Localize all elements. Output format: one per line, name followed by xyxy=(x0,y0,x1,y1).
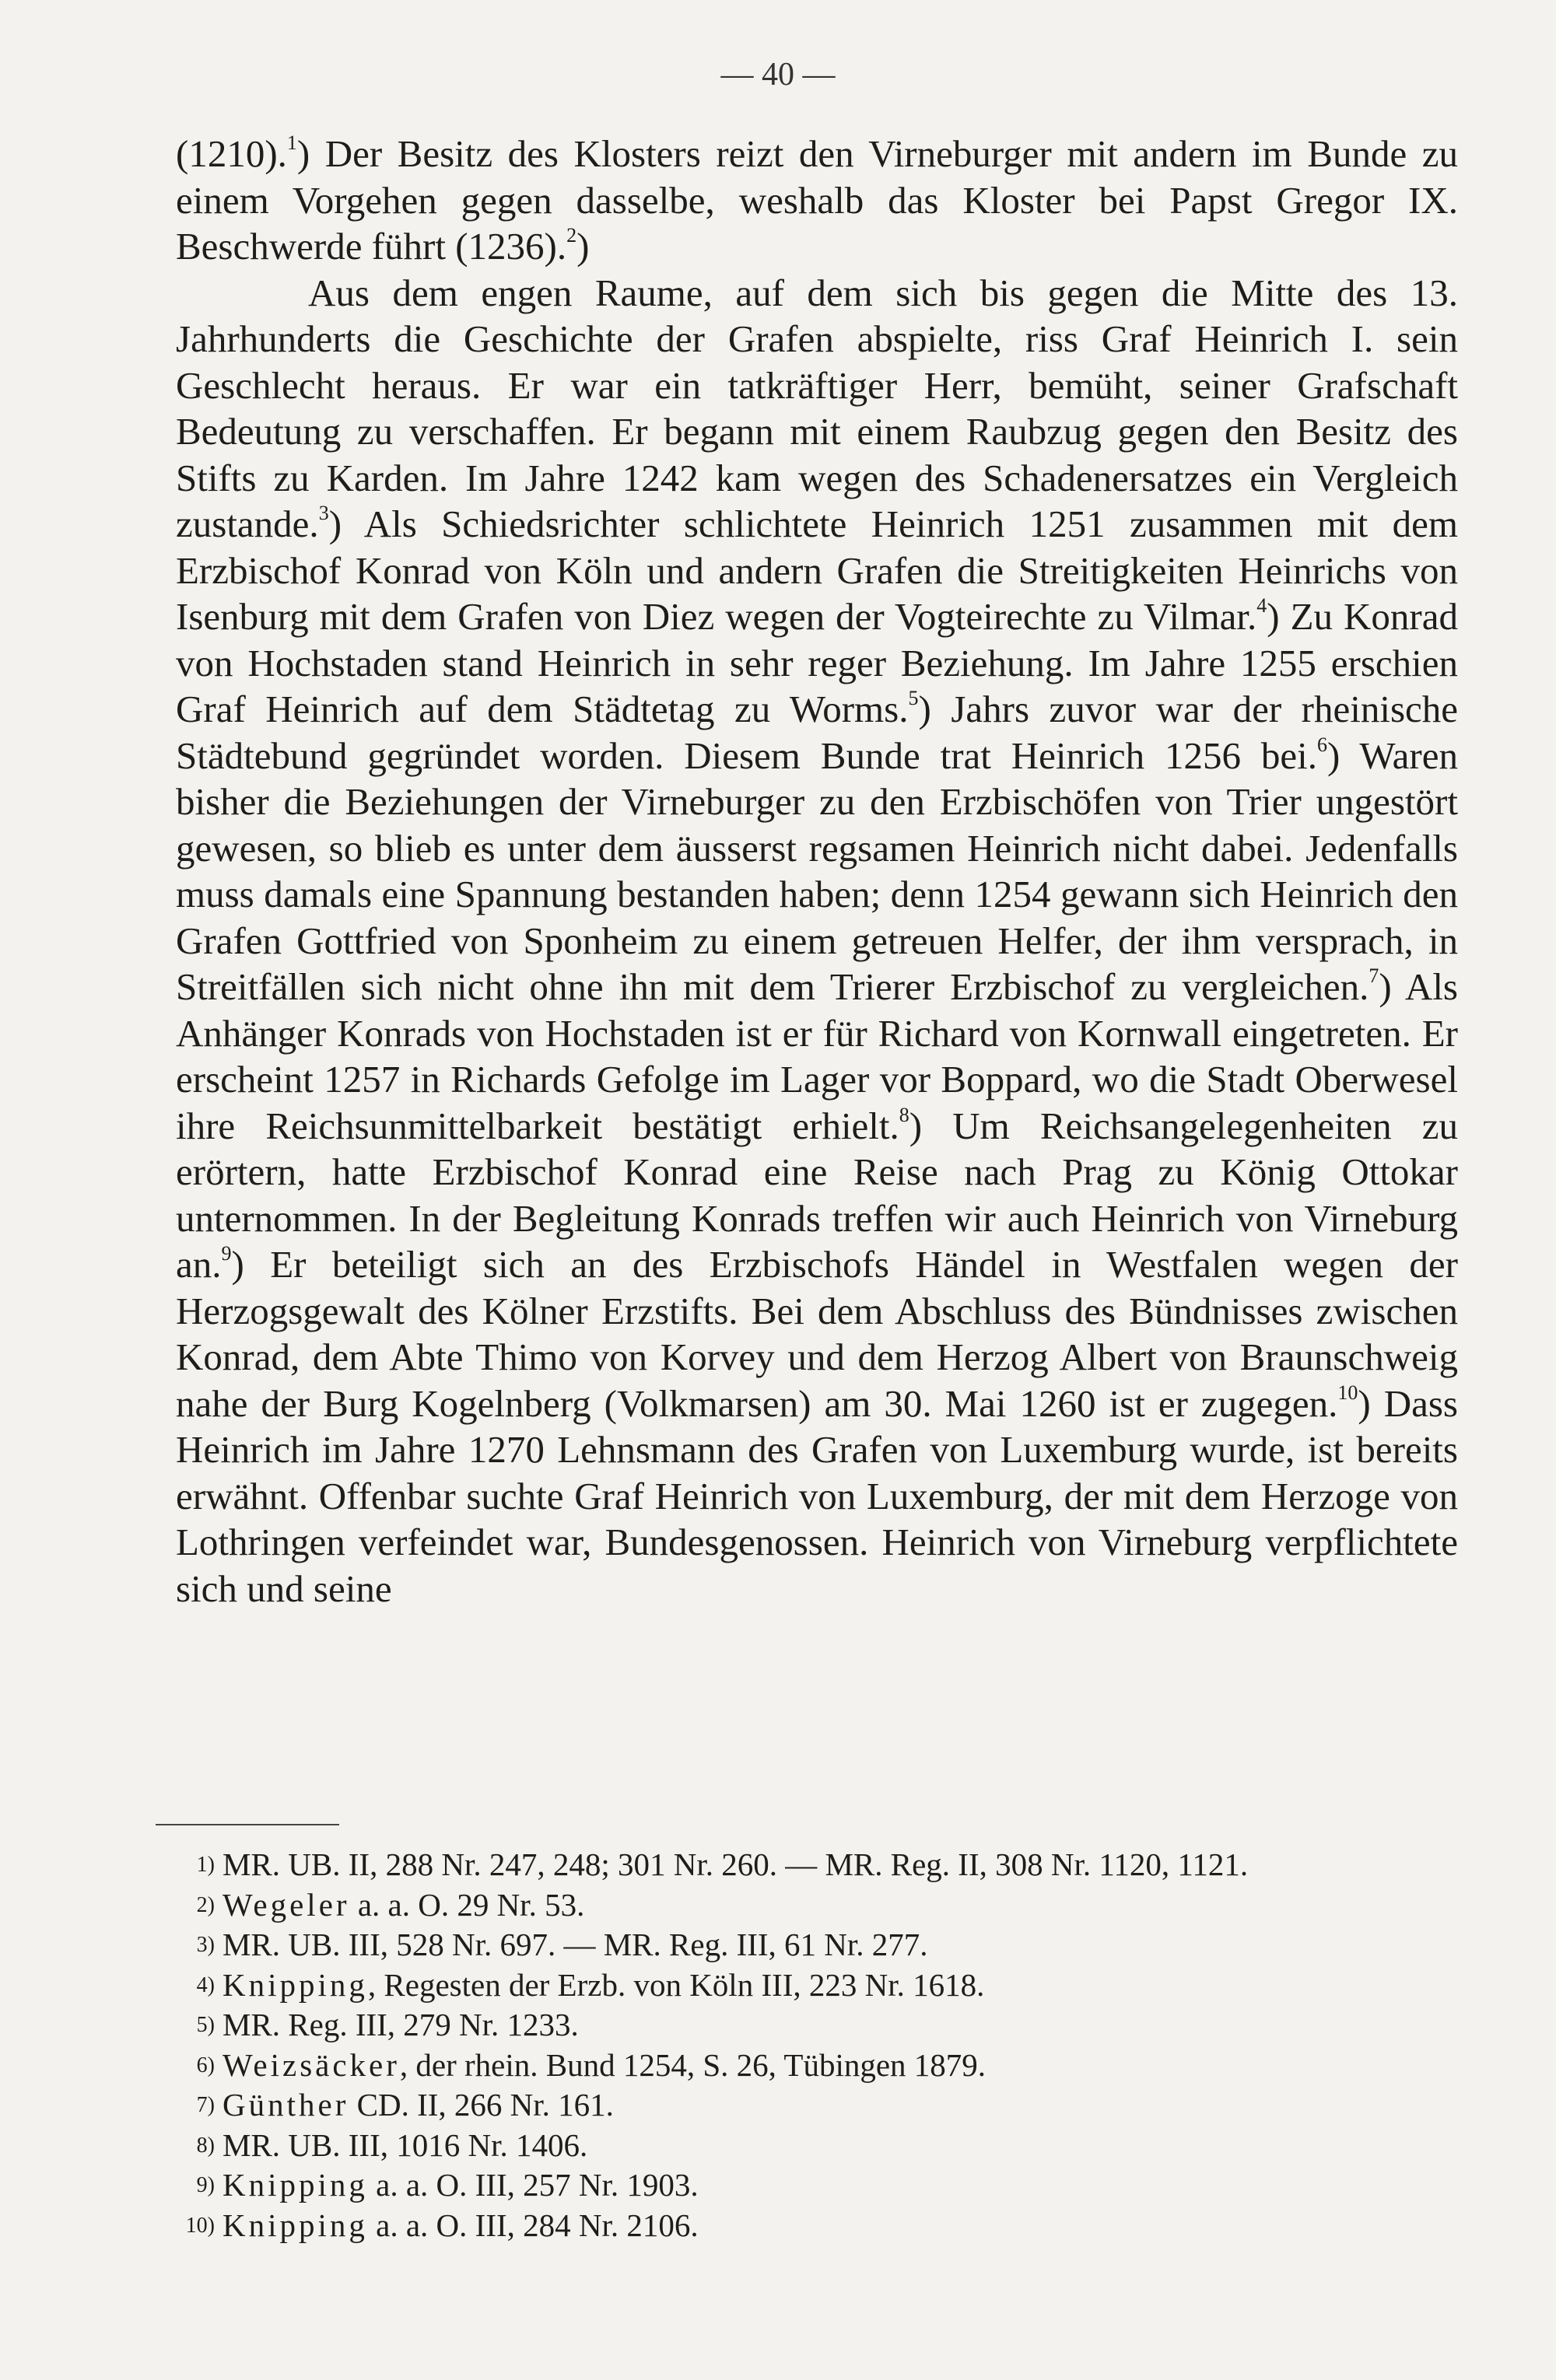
footnote xyxy=(166,2005,1396,2046)
footnote-mark: 3) xyxy=(196,1933,215,1957)
text-run: MR. Reg. III, 279 Nr. 1233. xyxy=(223,2007,579,2042)
footnote-reference[interactable]: 2 xyxy=(566,224,577,247)
footnote-mark: 5) xyxy=(196,2013,215,2037)
footnote-text xyxy=(223,1885,1396,1926)
footnote xyxy=(166,1965,1396,2006)
text-run: ) Dass Heinrich im Jahre 1270 Lehnsmann des Grafen von Luxemburg wurde, ist bereits erwähnt. Offenbar suchte Graf Heinrich von Luxemburg, der mit dem Herzoge von Lothringen verfeindet war, Bundesgenossen. Heinrich von Virneburg verpflichtete sich und seine xyxy=(176,1381,1459,1610)
text-run: a. a. O. 29 Nr. 53. xyxy=(349,1886,585,1923)
text-run: (1210). xyxy=(176,132,287,175)
footnote-reference[interactable]: 6 xyxy=(1317,733,1328,756)
text-run: , Regesten der Erzb. von Köln III, 223 Nr. 1618. xyxy=(367,1966,985,2003)
author-name: Knipping xyxy=(223,2167,368,2203)
footnote-reference[interactable]: 1 xyxy=(286,131,297,154)
text-run: MR. UB. II, 288 Nr. 247, 248; 301 Nr. 260. — MR. Reg. II, 308 Nr. 1120, 1121. xyxy=(223,1846,1249,1882)
footnote-text xyxy=(223,2046,1396,2086)
footnote-text xyxy=(223,2126,1396,2166)
footnote-reference[interactable]: 8 xyxy=(899,1103,909,1126)
text-run: ) Er beteiligt sich an des Erzbischofs Händel in Westfalen wegen der Herzogsgewalt des Kölner Erzstifts. Bei dem Abschluss des Bündnisses zwischen Konrad, dem Abte Thimo von Korvey und dem Herzog Albert von Braunschweig nahe der Burg Kogelnberg (Volkmarsen) am 30. Mai 1260 ist er zugegen. xyxy=(176,1243,1458,1425)
paragraph xyxy=(176,270,1458,1612)
footnote-text xyxy=(223,1925,1396,1965)
footnote-text xyxy=(223,2085,1396,2126)
footnote-mark: 7) xyxy=(196,2093,215,2117)
footnote-mark: 6) xyxy=(196,2053,215,2077)
footnote xyxy=(166,2165,1396,2206)
text-run: ) Waren bisher die Beziehungen der Virneburger zu den Erzbischöfen von Trier ungestört gewesen, so blieb es unter dem äusserst regsamen Heinrich nicht dabei. Jedenfalls muss damals eine Spannung bestanden haben; denn 1254 gewann sich Heinrich den Grafen Gottfried von Sponheim zu einem getreuen Helfer, der ihm versprach, in Streitfällen sich nicht ohne ihn mit dem Trierer Erzbischof zu vergleichen. xyxy=(176,733,1458,1008)
text-run: Aus dem engen Raume, auf dem sich bis gegen die Mitte des 13. Jahrhunderts die Geschichte der Grafen abspielte, riss Graf Heinrich I. sein Geschlecht heraus. Er war ein tatkräftiger Herr, bemüht, seiner Grafschaft Bedeutung zu verschaffen. Er begann mit einem Raubzug gegen den Besitz des Stifts zu Karden. Im Jahre 1242 kam wegen des Schadenersatzes ein Vergleich zustande. xyxy=(176,271,1458,545)
footnote-text xyxy=(223,1845,1396,1885)
footnote xyxy=(166,2046,1396,2086)
footnote-reference[interactable]: 9 xyxy=(221,1242,232,1265)
paragraph xyxy=(176,131,1458,270)
author-name: Knipping xyxy=(223,2207,368,2243)
footnote-mark: 4) xyxy=(196,1972,215,1997)
footnote-mark: 2) xyxy=(196,1892,215,1917)
page-number: — 40 — xyxy=(720,57,836,93)
footnote-reference[interactable]: 3 xyxy=(318,502,329,524)
text-run: ) Als Schiedsrichter schlichtete Heinrich 1251 zusammen mit dem Erzbischof Konrad von Köln und andern Grafen die Streitigkeiten Heinrichs von Isenburg mit dem Grafen von Diez wegen der Vogteirechte zu Vilmar. xyxy=(176,502,1458,638)
text-run: a. a. O. III, 257 Nr. 1903. xyxy=(367,2167,699,2203)
footnote xyxy=(166,1925,1396,1965)
footnote xyxy=(166,1845,1396,1885)
text-run: ) Jahrs zuvor war der rheinische Städtebund gegründet worden. Diesem Bunde trat Heinrich 1256 bei. xyxy=(176,688,1459,777)
text-run: MR. UB. III, 528 Nr. 697. — MR. Reg. III, 61 Nr. 277. xyxy=(223,1927,928,1962)
text-run: ) Als Anhänger Konrads von Hochstaden ist er für Richard von Kornwall eingetreten. Er erscheint 1257 in Richards Gefolge im Lager vor Boppard, wo die Stadt Oberwesel ihre Reichsunmittelbarkeit bestätigt erhielt. xyxy=(176,965,1458,1147)
text-run: ) Zu Konrad von Hochstaden stand Heinrich in sehr reger Beziehung. Im Jahre 1255 erschien Graf Heinrich auf dem Städtetag zu Worms. xyxy=(176,595,1458,730)
footnote-text xyxy=(223,2206,1396,2246)
footnote-mark: 10) xyxy=(185,2213,215,2238)
footnote-text xyxy=(223,2165,1396,2206)
footnote-mark: 1) xyxy=(196,1853,215,1877)
text-run: a. a. O. III, 284 Nr. 2106. xyxy=(367,2207,699,2243)
footnote xyxy=(166,2206,1396,2246)
footnote xyxy=(166,2126,1396,2166)
footnote-reference[interactable]: 10 xyxy=(1337,1381,1358,1404)
footnote xyxy=(166,2085,1396,2126)
body-text xyxy=(176,131,1458,1612)
text-run: CD. II, 266 Nr. 161. xyxy=(349,2087,614,2123)
author-name: Wegeler xyxy=(223,1886,350,1923)
footnote-mark: 8) xyxy=(196,2133,215,2158)
text-run: , der rhein. Bund 1254, S. 26, Tübingen 1879. xyxy=(399,2046,987,2083)
footnote-text xyxy=(223,2005,1396,2046)
text-run: ) Um Reichsangelegenheiten zu erörtern, hatte Erzbischof Konrad eine Reise nach Prag zu König Ottokar unternommen. In der Begleitung Konrads treffen wir auch Heinrich von Virneburg an. xyxy=(176,1104,1458,1286)
author-name: Günther xyxy=(223,2087,349,2123)
footnote-reference[interactable]: 7 xyxy=(1369,964,1379,987)
footnote-mark: 9) xyxy=(196,2173,215,2197)
footnote-reference[interactable]: 4 xyxy=(1256,594,1267,617)
text-run: ) Der Besitz des Klosters reizt den Virneburger mit andern im Bunde zu einem Vorgehen gegen dasselbe, weshalb das Kloster bei Papst Gregor IX. Beschwerde führt (1236). xyxy=(176,132,1458,268)
text-run: ) xyxy=(576,225,590,268)
footnote-reference[interactable]: 5 xyxy=(908,687,919,709)
footnote-text xyxy=(223,1965,1396,2006)
footnote-separator xyxy=(156,1824,339,1825)
author-name: Weizsäcker xyxy=(223,2046,400,2083)
footnotes xyxy=(166,1845,1396,2245)
footnote xyxy=(166,1885,1396,1926)
author-name: Knipping xyxy=(223,1966,368,2003)
text-run: MR. UB. III, 1016 Nr. 1406. xyxy=(223,2126,588,2163)
